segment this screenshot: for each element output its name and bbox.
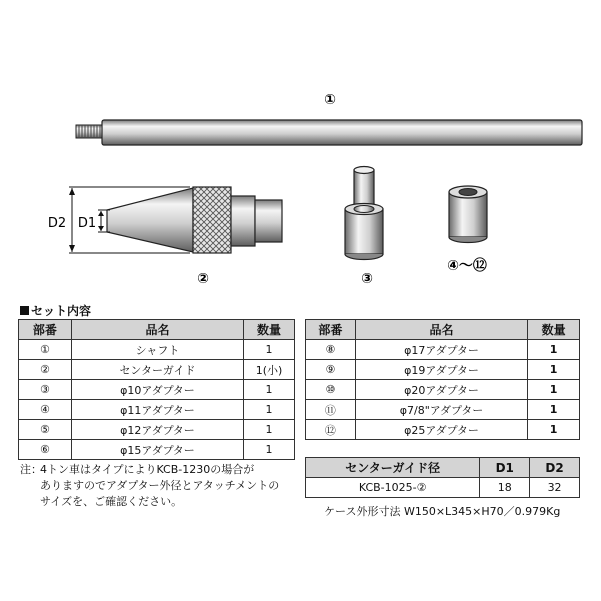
- part-num: ⑫: [306, 420, 356, 440]
- header-d1: D1: [480, 458, 530, 478]
- part-qty: 1: [244, 400, 295, 420]
- part-qty: 1: [528, 400, 580, 420]
- header-name: 品名: [355, 320, 527, 340]
- part-num: ⑩: [306, 380, 356, 400]
- part-qty: 1: [528, 420, 580, 440]
- center-guide-label: ②: [197, 271, 209, 287]
- center-guide-table: [305, 457, 580, 498]
- part-qty: 1: [244, 440, 295, 460]
- part-qty: 1: [528, 360, 580, 380]
- set-contents-heading: [20, 302, 91, 319]
- header-d2: D2: [530, 458, 580, 478]
- table-row: [19, 380, 295, 400]
- parts-table-left: [18, 319, 295, 460]
- table-row: [306, 400, 580, 420]
- header-qty: 数量: [528, 320, 580, 340]
- part-num: ⑪: [306, 400, 356, 420]
- note-line-1: 4トン車はタイプによりKCB-1230の場合が: [40, 463, 255, 476]
- case-dimensions: ケース外形寸法 W150×L345×H70／0.979Kg: [324, 505, 561, 518]
- guide-d2: 32: [530, 478, 580, 498]
- part-name: φ10アダプター: [71, 380, 243, 400]
- guide-model: KCB-1025-②: [306, 478, 480, 498]
- part-name: センターガイド: [71, 360, 243, 380]
- table-header-row: [306, 320, 580, 340]
- part-num: ②: [19, 360, 72, 380]
- adapter-10: [345, 167, 383, 260]
- square-bullet-icon: [20, 306, 29, 315]
- part-name: φ12アダプター: [71, 420, 243, 440]
- header-name: 品名: [71, 320, 243, 340]
- table-row: [19, 360, 295, 380]
- table-row: [19, 340, 295, 360]
- table-row: [19, 440, 295, 460]
- note-line-2: ありますのでアダプター外径とアタッチメントの: [40, 479, 280, 492]
- shaft: [76, 120, 582, 145]
- part-qty: 1: [528, 340, 580, 360]
- part-name: φ25アダプター: [355, 420, 527, 440]
- guide-d1: 18: [480, 478, 530, 498]
- part-name: φ11アダプター: [71, 400, 243, 420]
- table-row: [306, 420, 580, 440]
- header-num: 部番: [19, 320, 72, 340]
- part-qty: 1: [244, 420, 295, 440]
- table-row: [306, 340, 580, 360]
- note-prefix: 注：: [20, 463, 42, 476]
- parts-illustration: [0, 0, 601, 300]
- part-num: ⑨: [306, 360, 356, 380]
- header-num: 部番: [306, 320, 356, 340]
- set-contents-title: セット内容: [31, 304, 92, 318]
- part-name: φ20アダプター: [355, 380, 527, 400]
- part-name: φ17アダプター: [355, 340, 527, 360]
- part-qty: 1(小): [244, 360, 295, 380]
- part-num: ⑥: [19, 440, 72, 460]
- parts-table-right: [305, 319, 580, 440]
- part-qty: 1: [244, 340, 295, 360]
- table-header-row: [306, 458, 580, 478]
- note-line-3: サイズを、ご確認ください。: [40, 495, 183, 508]
- table-row: [306, 360, 580, 380]
- note: [20, 462, 300, 510]
- table-row: [19, 400, 295, 420]
- part-num: ④: [19, 400, 72, 420]
- table-row: [19, 420, 295, 440]
- header-guide-diameter: センターガイド径: [306, 458, 480, 478]
- d1-label: D1: [77, 216, 97, 231]
- part-name: φ7/8"アダプター: [355, 400, 527, 420]
- d2-label: D2: [47, 216, 67, 231]
- part-num: ⑤: [19, 420, 72, 440]
- part-qty: 1: [528, 380, 580, 400]
- adapter-nut: [449, 186, 487, 243]
- center-guide: [48, 187, 282, 253]
- part-qty: 1: [244, 380, 295, 400]
- part-name: φ19アダプター: [355, 360, 527, 380]
- header-qty: 数量: [244, 320, 295, 340]
- adapter-single-label: ③: [361, 271, 373, 287]
- part-name: シャフト: [71, 340, 243, 360]
- part-num: ⑧: [306, 340, 356, 360]
- table-row: [306, 478, 580, 498]
- part-num: ①: [19, 340, 72, 360]
- part-num: ③: [19, 380, 72, 400]
- adapter-range-label: ④〜⑫: [447, 258, 487, 274]
- table-row: [306, 380, 580, 400]
- part-name: φ15アダプター: [71, 440, 243, 460]
- shaft-label: ①: [324, 92, 336, 108]
- table-header-row: [19, 320, 295, 340]
